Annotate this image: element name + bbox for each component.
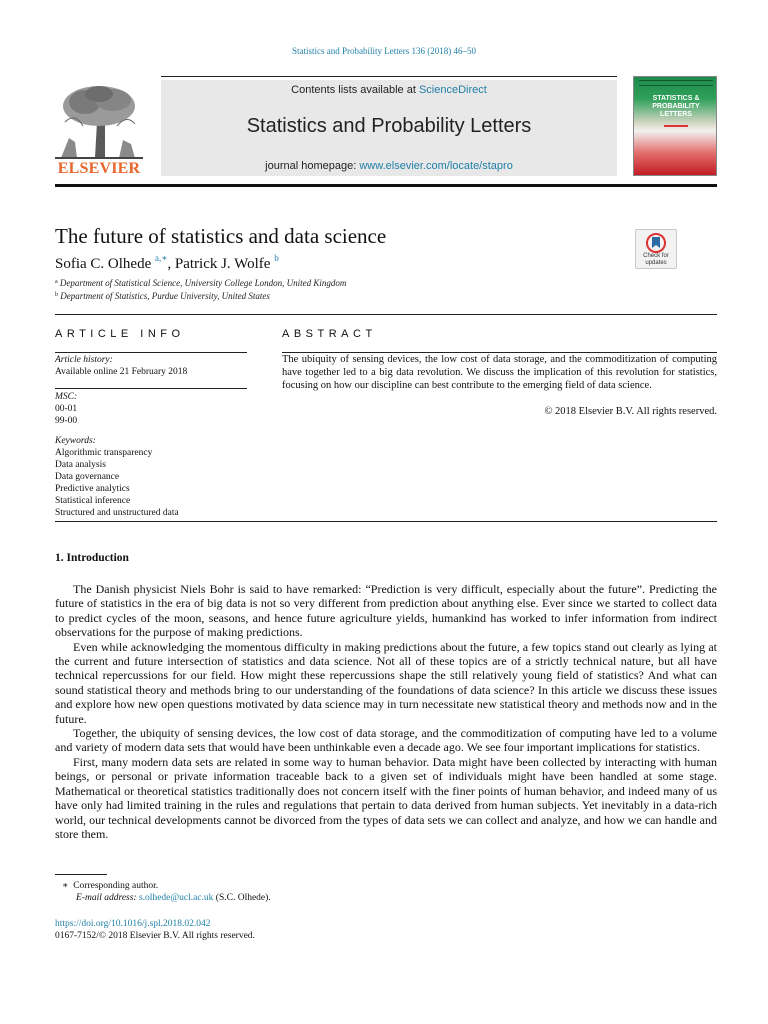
article-info-heading: ARTICLE INFO <box>55 328 185 340</box>
keyword-item: Structured and unstructured data <box>55 508 179 518</box>
body-paragraph: Even while acknowledging the momentous difficulty in making predictions about the future, a few topics stand out clearly as lying at the current and future intersection of statistics and data science. Not all of these topics are of a strictly technical nature, but all have technical repercussions for our field. How might these repercussions shape the still relatively young field of statistics? And what can sound statistical theory and methods bring to our understanding of the foundations of data science? In this article we discuss these issues and explore how new open questions motivated by data science may in turn necessitate new statistical theory and methods now and in the future. <box>55 639 717 726</box>
abstract-bottom-rule <box>55 521 717 522</box>
corresponding-author-footnote <box>62 880 271 904</box>
cover-title: STATISTICS & PROBABILITY LETTERS <box>652 95 700 118</box>
body-paragraph: First, many modern data sets are related in some way to human behavior. Data might have been collected by interacting with human beings, or personal or private information traceable back to a given set of individuals might have been handled at some stage. Mathematical or theoretical statistics traditionally does not concern itself with the finer points of human behavior, and indeed many of us have only had limited training in the rules and regulations that pertain to data derived from human subjects. Yet inevitably in a data-rich world, our technical developments cannot be divorced from the types of data sets we can collect and analyze, and how we can handle and store them. <box>55 754 717 841</box>
msc-code: 99-00 <box>55 416 78 426</box>
journal-title: Statistics and Probability Letters <box>246 115 532 137</box>
affiliation-mark: a <box>55 279 58 285</box>
journal-citation[interactable]: Statistics and Probability Letters 136 (2018) 46–50 <box>292 46 476 56</box>
keyword-item: Statistical inference <box>55 496 131 506</box>
homepage-line <box>161 160 617 172</box>
affiliation-mark: b <box>55 292 58 298</box>
check-updates-label: Check for updates <box>643 253 669 266</box>
homepage-prefix: journal homepage: <box>265 160 360 172</box>
affiliations <box>55 276 346 302</box>
email-link[interactable]: s.olhede@ucl.ac.uk <box>138 893 214 903</box>
journal-cover-thumbnail[interactable] <box>633 76 717 176</box>
header-bottom-rule <box>55 184 717 187</box>
email-label: E-mail address: <box>76 893 137 903</box>
article-info-rule <box>55 352 247 353</box>
footnote-mark: ∗ <box>62 881 69 891</box>
check-updates-icon <box>645 233 667 253</box>
author-affiliation-mark[interactable]: a,∗ <box>154 253 168 263</box>
affiliation-item <box>55 276 346 289</box>
keyword-item: Data analysis <box>55 460 106 470</box>
keywords-block <box>55 435 247 519</box>
cover-bar <box>664 125 688 127</box>
abstract-heading: ABSTRACT <box>282 328 377 340</box>
email-suffix: (S.C. Olhede). <box>213 893 271 903</box>
history-label: Article history: <box>55 355 113 365</box>
check-for-updates-button[interactable] <box>635 229 677 269</box>
doi-link[interactable]: https://doi.org/10.1016/j.spl.2018.02.042 <box>55 919 211 929</box>
corresponding-label: Corresponding author. <box>73 881 159 891</box>
author-name[interactable]: Sofia C. Olhede <box>55 256 152 272</box>
abstract-text: The ubiquity of sensing devices, the low cost of data storage, and the commoditization of computing have together led to a big data revolution. We discuss the implication of this revolution for statistics, focusing on how our discipline can best contribute to the emerging field of data science. <box>282 354 717 392</box>
author-name[interactable]: Patrick J. Wolfe <box>174 256 271 272</box>
keyword-item: Algorithmic transparency <box>55 448 153 458</box>
msc-code: 00-01 <box>55 404 78 414</box>
keyword-item: Data governance <box>55 472 120 482</box>
section-heading-introduction: 1. Introduction <box>55 552 129 564</box>
affiliation-item <box>55 289 346 302</box>
email-line <box>62 892 271 904</box>
article-title: The future of statistics and data science <box>55 224 387 248</box>
body-paragraph: Together, the ubiquity of sensing devices, the low cost of data storage, and the commoditization of computing have led to a volume and variety of modern data sets that would have been unthinkable even a decade ago. We see four important implications for statistics. <box>55 726 717 755</box>
msc-label: MSC: <box>55 392 78 402</box>
doi-block <box>55 919 255 942</box>
body-paragraph: The Danish physicist Niels Bohr is said to have remarked: “Prediction is very difficult, especially about the future”. Predicting the future of statistics in the era of big data is not so very different from prediction about anything else. Ever since we started to collect data to predict cycles of the moon, seasons, and hence future agriculture yields, humankind has worked to infer information from indirect observations for the purpose of making predictions. <box>55 582 717 640</box>
header-top-rule <box>161 76 617 77</box>
abstract-copyright: © 2018 Elsevier B.V. All rights reserved. <box>544 406 717 417</box>
footnote-line <box>62 880 271 892</box>
journal-masthead <box>161 80 617 176</box>
footnote-rule <box>55 874 107 875</box>
msc-block <box>55 391 247 427</box>
keywords-label: Keywords: <box>55 436 96 446</box>
history-value: Available online 21 February 2018 <box>55 367 188 377</box>
publisher-wordmark: ELSEVIER <box>57 160 141 177</box>
history-rule <box>55 388 247 389</box>
cover-strip <box>639 80 713 86</box>
issn-copyright: 0167-7152/© 2018 Elsevier B.V. All rights reserved. <box>55 930 255 941</box>
keyword-item: Predictive analytics <box>55 484 130 494</box>
contents-line <box>161 84 617 96</box>
sciencedirect-link[interactable]: ScienceDirect <box>418 84 487 96</box>
author-list <box>55 253 279 273</box>
journal-homepage-link[interactable]: www.elsevier.com/locate/stapro <box>359 160 513 172</box>
affiliation-text: Department of Statistical Science, University College London, United Kingdom <box>59 278 347 288</box>
author-separator: , <box>167 256 175 272</box>
title-bottom-rule <box>55 314 717 315</box>
author-affiliation-mark[interactable]: b <box>274 253 279 263</box>
article-history <box>55 354 247 378</box>
affiliation-text: Department of Statistics, Purdue University, United States <box>60 291 270 301</box>
introduction-body <box>55 582 717 841</box>
contents-prefix: Contents lists available at <box>291 84 419 96</box>
